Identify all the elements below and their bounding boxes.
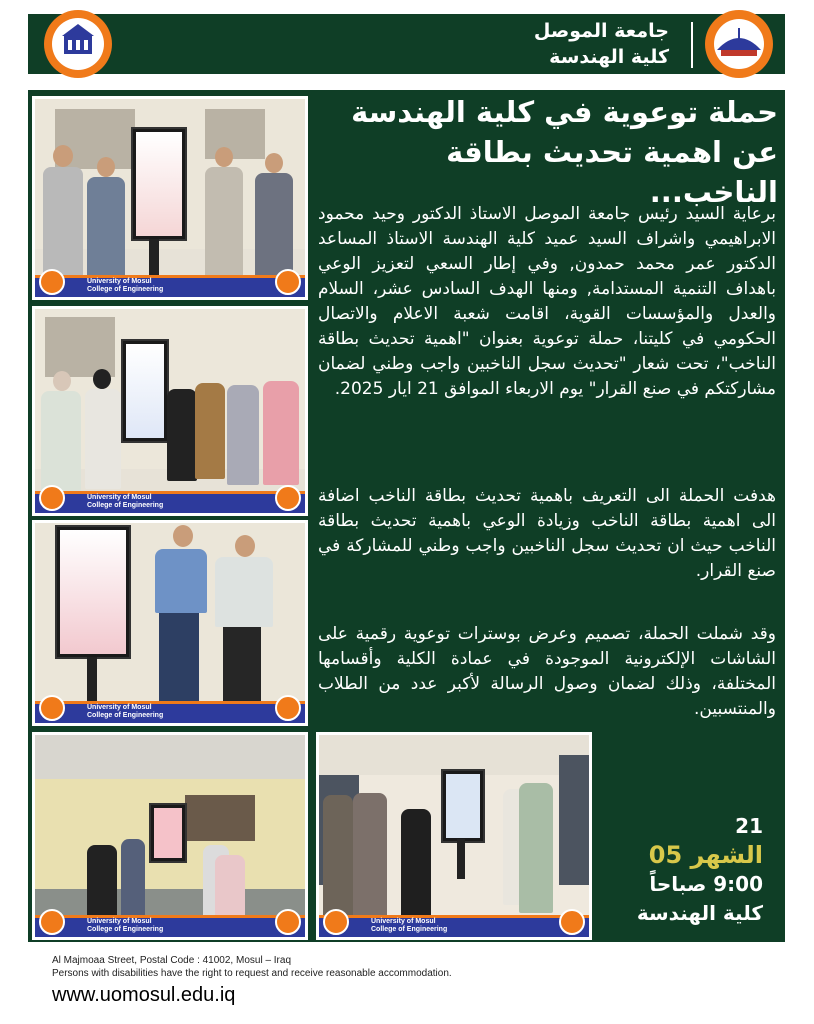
- website-link[interactable]: www.uomosul.edu.iq: [52, 984, 236, 1006]
- photo-footer-band: [35, 491, 305, 513]
- header-title: [534, 18, 683, 70]
- photo-logo-right: [275, 695, 301, 721]
- article-title: حملة توعوية في كلية الهندسة عن اهمية تحديث بطاقة الناخب...: [351, 95, 778, 209]
- photo-logo-left: [39, 909, 65, 935]
- photo-logo-left: [323, 909, 349, 935]
- photo-footer-band: [35, 701, 305, 723]
- photo-caption: University of Mosul College of Engineering: [87, 278, 164, 293]
- footer-address-block: [52, 954, 452, 980]
- paragraph-3: وقد شملت الحملة، تصميم وعرض بوسترات توعوية رقمية على الشاشات الإلكترونية الموجودة في عمادة الكلية وأقسامها المختلفة، وذلك لضمان وصول الرسالة لأكبر عدد من الطلاب والمنتسبين.: [318, 624, 776, 719]
- photo-logo-right: [275, 485, 301, 511]
- event-place: كلية الهندسة: [636, 901, 763, 925]
- header-bar: [28, 14, 785, 74]
- event-time: 9:00 صباحاً: [649, 872, 763, 896]
- photo-caption: University of Mosul College of Engineering: [87, 494, 164, 509]
- photo-footer-band: [35, 275, 305, 297]
- content-panel: [28, 90, 785, 942]
- photo-logo-right: [559, 909, 585, 935]
- event-day: 21: [735, 814, 763, 838]
- event-photo: [316, 732, 592, 940]
- photo-footer-band: [35, 915, 305, 937]
- university-logo: [703, 8, 775, 80]
- college-logo: [42, 8, 114, 80]
- photo-logo-left: [39, 695, 65, 721]
- paragraph-2: هدفت الحملة الى التعريف باهمية تحديث بطاقة الناخب اضافة الى اهمية بطاقة الناخب وزيادة الوعي باهمية تحديث بطاقة الناخب حيث ان تحديث سجل الناخبين واجب وطني للمشاركة في صنع القرار.: [318, 486, 776, 581]
- photo-caption: University of Mosul College of Engineering: [87, 918, 164, 933]
- photo-logo-left: [39, 485, 65, 511]
- footer-address: Al Majmoaa Street, Postal Code : 41002, Mosul – Iraq: [52, 955, 292, 966]
- event-photo: [32, 96, 308, 300]
- photo-logo-left: [39, 269, 65, 295]
- photo-caption: University of Mosul College of Engineering: [371, 918, 448, 933]
- event-photo: [32, 520, 308, 726]
- photo-caption: University of Mosul College of Engineering: [87, 704, 164, 719]
- photo-logo-right: [275, 269, 301, 295]
- event-photo: [32, 732, 308, 940]
- header-divider: [691, 22, 693, 68]
- footer-accessibility: Persons with disabilities have the right to request and receive reasonable accommodation.: [52, 968, 452, 979]
- paragraph-1: برعاية السيد رئيس جامعة الموصل الاستاذ الدكتور وحيد محمود الابراهيمي واشراف السيد عميد كلية الهندسة الاستاذ المساعد الدكتور عمر محمد حمدون, وفي إطار السعي لتعزيز الوعي باهداف التنمية المستدامة, ومنها الهدف السادس عشر، السلام والعدل والمؤسسات القوية، اقامت شعبة الاعلام والاتصال الحكومي في كليتنا، حملة توعوية بعنوان "اهمية تحديث بطاقة الناخب"، تحت شعار "تحديث سجل الناخبين واجب وطني لضمان مشاركتكم في صنع القرار" يوم الاربعاء الموافق 21 ايار 2025.: [318, 204, 776, 399]
- event-month: الشهر 05: [648, 841, 763, 869]
- event-date-block: [637, 812, 763, 928]
- event-photo: [32, 306, 308, 516]
- photo-logo-right: [275, 909, 301, 935]
- college-name: كلية الهندسة: [549, 46, 669, 68]
- photo-footer-band: [319, 915, 589, 937]
- university-name: جامعة الموصل: [533, 20, 669, 42]
